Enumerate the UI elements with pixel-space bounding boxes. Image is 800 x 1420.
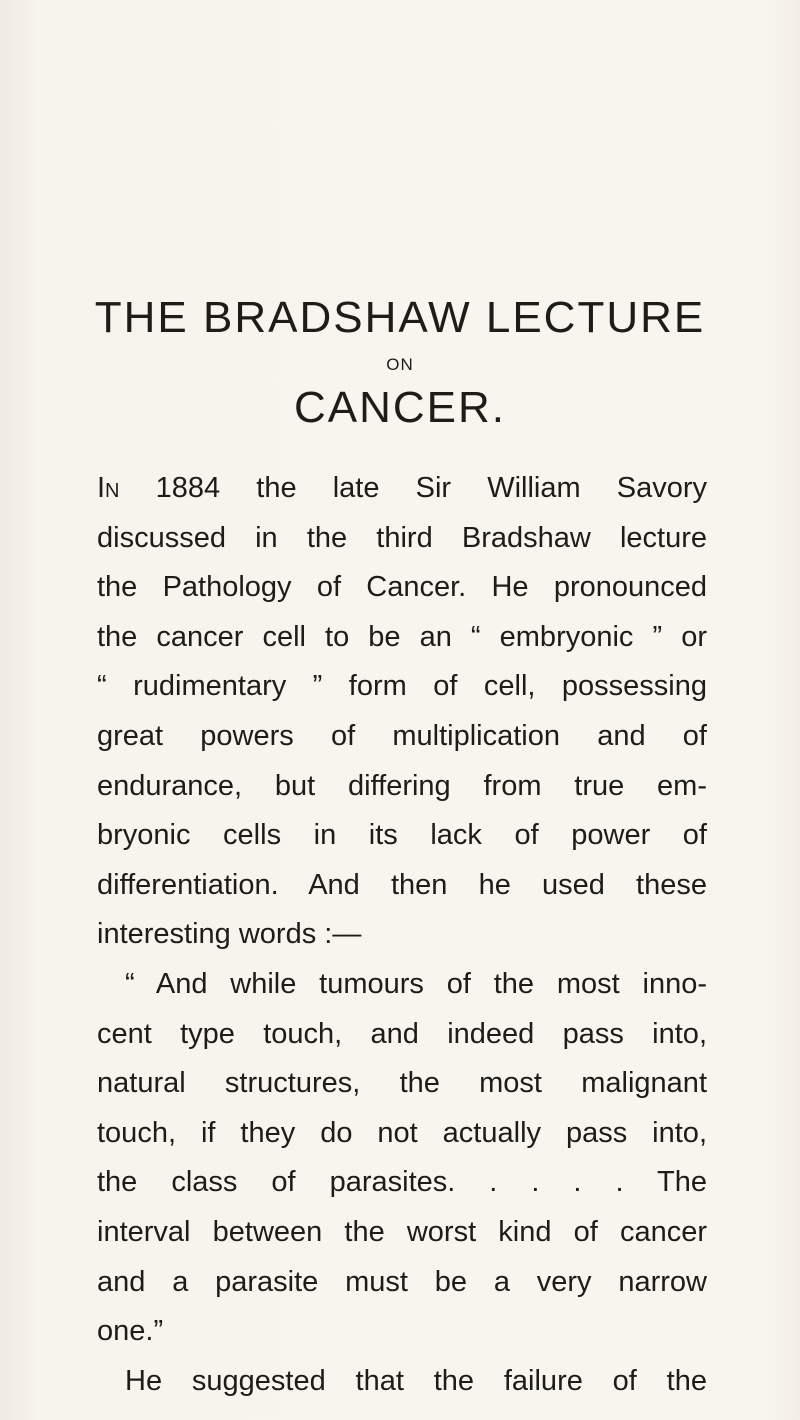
body-line	[97, 464, 707, 514]
title-connector: ON	[386, 355, 414, 374]
body-line: the class of parasites. . . . . The	[97, 1166, 707, 1199]
body-line: touch, if they do not actually pass into,	[97, 1116, 707, 1149]
lecture-subject: CANCER.	[293, 383, 507, 432]
body-text	[97, 464, 707, 1406]
body-line: He suggested that the failure of the	[125, 1364, 707, 1397]
body-line: bryonic cells in its lack of power of	[97, 819, 707, 852]
body-line: interesting words :—	[97, 918, 362, 951]
body-line: “ And while tumours of the most inno-	[125, 967, 707, 1000]
body-line: the cancer cell to be an “ embryonic ” or	[97, 620, 707, 653]
first-word: In	[97, 472, 120, 504]
body-line: differentiation. And then he used these	[97, 868, 707, 901]
body-line: endurance, but differing from true em-	[97, 769, 707, 802]
body-line: discussed in the third Bradshaw lecture	[97, 521, 707, 554]
body-line: cent type touch, and indeed pass into,	[97, 1017, 707, 1050]
body-line: one.”	[97, 1315, 164, 1348]
body-line: great powers of multiplication and of	[97, 719, 707, 752]
body-line-text: 1884 the late Sir William Savory	[155, 472, 708, 504]
body-line: the Pathology of Cancer. He pronounced	[97, 571, 707, 604]
body-line: “ rudimentary ” form of cell, possessing	[97, 670, 707, 703]
body-line: and a parasite must be a very narrow	[97, 1265, 707, 1298]
body-line: natural structures, the most malignant	[97, 1067, 707, 1100]
lecture-title: THE BRADSHAW LECTURE	[94, 293, 706, 342]
body-line: interval between the worst kind of cancer	[97, 1215, 707, 1248]
